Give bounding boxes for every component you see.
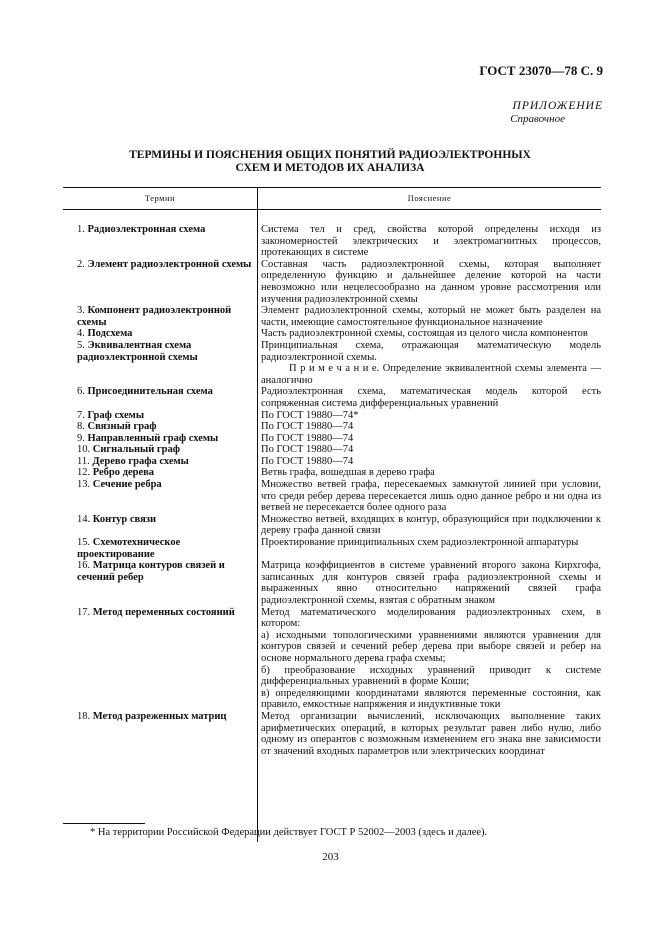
- term-number: 8.: [77, 421, 85, 433]
- appendix-label: ПРИЛОЖЕНИЕ: [512, 100, 603, 112]
- term-name: Компонент радиоэлектронной схемы: [77, 305, 232, 328]
- table-header: [63, 188, 601, 210]
- definition-text: Элемент радиоэлектронной схемы, который не может быть разделен на части, имеющие самостоятельное функциональное назначение: [261, 305, 601, 328]
- table-row: [63, 456, 601, 468]
- definition-cell: [257, 479, 601, 514]
- term-name: Матрица контуров связей и сечений ребер: [77, 560, 225, 583]
- definition-list-item: б) преобразование исходных уравнений приводит к системе дифференциальных уравнений в форме Коши;: [261, 664, 601, 688]
- term-cell: [63, 479, 257, 514]
- definition-cell: [257, 560, 601, 606]
- definition-text: Множество ветвей графа, пересекаемых замкнутой линией при условии, что среди ребер дерева пересекается лишь одно данное ребро и ни одна из ветвей не пересекается более одного раза: [261, 479, 601, 514]
- term-name: Подсхема: [87, 328, 133, 340]
- term-name: Радиоэлектронная схема: [87, 224, 206, 235]
- term-cell: [63, 607, 257, 711]
- definition-text: Система тел и сред, свойства которой определены исходя из закономерностей электрических и электромагнитных процессов, протекающих в системе: [261, 224, 601, 259]
- column-divider: [257, 210, 258, 842]
- term-cell: [63, 514, 257, 537]
- term-cell: [63, 560, 257, 606]
- table-row: [63, 421, 601, 433]
- definition-cell: [257, 514, 601, 537]
- footnote-rule: [63, 823, 145, 824]
- definition-cell: [257, 328, 601, 340]
- term-number: 11.: [77, 455, 90, 467]
- appendix-type: Справочное: [510, 113, 565, 125]
- term-name: Граф схемы: [87, 409, 145, 421]
- table-row: [63, 479, 601, 514]
- header-explanation: Пояснение: [407, 193, 452, 203]
- terms-table: [63, 187, 601, 842]
- table-body: [63, 210, 601, 842]
- term-number: 14.: [77, 513, 91, 525]
- definition-cell: [257, 305, 601, 328]
- term-cell: [63, 305, 257, 328]
- term-name: Схемотехническое проектирование: [77, 537, 181, 560]
- footnote: * На территории Российской Федерации действует ГОСТ Р 52002—2003 (здесь и далее).: [90, 827, 488, 838]
- term-cell: [63, 711, 257, 757]
- definition-text: Ветвь графа, вошедшая в дерево графа: [261, 467, 435, 479]
- definition-text: Проектирование принципиальных схем радиоэлектронной аппаратуры: [261, 537, 579, 549]
- term-cell: [63, 467, 257, 479]
- term-name: Связный граф: [87, 421, 157, 433]
- table-row: [63, 433, 601, 445]
- definition-text: Метод математического моделирования радиоэлектронных схем, в котором:: [261, 606, 601, 630]
- term-cell: [63, 386, 257, 409]
- term-number: 16.: [77, 560, 91, 572]
- term-cell: [63, 340, 257, 386]
- table-row: [63, 340, 601, 386]
- term-name: Сигнальный граф: [92, 444, 181, 456]
- definition-text: Составная часть радиоэлектронной схемы, которая выполняет определенную функцию и дальнейшее деление которой на части невозможно или нецелесообразно на данном уровне рассмотрения или изучения радиоэлектронной схемы: [261, 258, 601, 305]
- term-cell: [63, 444, 257, 456]
- term-number: 12.: [77, 467, 91, 479]
- term-number: 5.: [77, 339, 85, 351]
- table-row: [63, 514, 601, 537]
- term-name: Элемент радиоэлектронной схемы: [87, 258, 252, 270]
- definition-text: Радиоэлектронная схема, математическая модель которой есть сопряженная система дифференциальных уравнений: [261, 386, 601, 409]
- term-name: Присоединительная схема: [87, 386, 213, 398]
- term-number: 15.: [77, 537, 91, 549]
- document-code: ГОСТ 23070—78 С. 9: [479, 63, 603, 78]
- table-row: [63, 305, 601, 328]
- term-name: Направленный граф схемы: [87, 432, 219, 444]
- definition-cell: [257, 340, 601, 386]
- term-number: 4.: [77, 328, 85, 340]
- table-row: [63, 386, 601, 409]
- term-name: Метод разреженных матриц: [92, 710, 227, 722]
- term-number: 18.: [77, 710, 91, 722]
- table-row: [63, 410, 601, 422]
- term-number: 9.: [77, 432, 85, 444]
- definition-text: Метод организации вычислений, исключающих выполнение таких арифметических операций, в которых результат равен либо нулю, либо одному из оперантов с возможным изменением его знака вне зависимости от значений входных параметров или электрических координат: [261, 710, 601, 757]
- title-line-2: СХЕМ И МЕТОДОВ ИХ АНАЛИЗА: [235, 162, 425, 174]
- definition-cell: [257, 421, 601, 433]
- table-row: [63, 328, 601, 340]
- definition-text: По ГОСТ 19880—74*: [261, 409, 359, 421]
- term-cell: [63, 421, 257, 433]
- term-name: Контур связи: [92, 513, 157, 525]
- page-title: [90, 149, 570, 175]
- term-number: 10.: [77, 444, 91, 456]
- definition-cell: [257, 537, 601, 560]
- term-cell: [63, 410, 257, 422]
- term-number: 13.: [77, 479, 91, 491]
- definition-text: Принципиальная схема, отражающая математическую модель радиоэлектронной схемы.: [261, 339, 601, 363]
- term-name: Эквивалентная схема радиоэлектронной схемы: [77, 339, 198, 363]
- title-line-1: ТЕРМИНЫ И ПОЯСНЕНИЯ ОБЩИХ ПОНЯТИЙ РАДИОЭЛЕКТРОННЫХ: [129, 149, 531, 161]
- term-name: Дерево графа схемы: [92, 455, 189, 467]
- definition-text: По ГОСТ 19880—74: [261, 421, 354, 433]
- definition-text: По ГОСТ 19880—74: [261, 444, 354, 456]
- term-number: 7.: [77, 409, 85, 421]
- table-row: [63, 560, 601, 606]
- definition-cell: [257, 386, 601, 409]
- definition-text: По ГОСТ 19880—74: [261, 455, 354, 467]
- definition-cell: [257, 410, 601, 422]
- header-terms: Термин: [63, 188, 258, 209]
- term-cell: [63, 433, 257, 445]
- term-name: Ребро дерева: [92, 467, 155, 479]
- table-row: [63, 259, 601, 305]
- definition-text: Часть радиоэлектронной схемы, состоящая из целого числа компонентов: [261, 328, 588, 340]
- page-number: 203: [322, 851, 339, 863]
- table-row: [63, 537, 601, 560]
- definition-cell: [257, 224, 601, 259]
- definition-cell: [257, 467, 601, 479]
- definition-cell: [257, 711, 601, 757]
- definition-cell: [257, 456, 601, 468]
- definition-cell: [257, 259, 601, 305]
- definition-text: Множество ветвей, входящих в контур, образующийся при подключении к дереву графа данной связи: [261, 513, 601, 537]
- term-cell: [63, 224, 257, 259]
- definition-cell: [257, 444, 601, 456]
- definition-note: П р и м е ч а н и е. Определение эквивалентной схемы элемента — аналогично: [261, 363, 601, 386]
- definition-cell: [257, 433, 601, 445]
- table-row: [63, 224, 601, 259]
- term-cell: [63, 259, 257, 305]
- term-cell: [63, 456, 257, 468]
- term-name: Сечение ребра: [92, 479, 162, 491]
- definition-list-item: в) определяющими координатами являются переменные состояния, как правило, емкостные напряжения и индуктивные токи: [261, 687, 601, 711]
- term-cell: [63, 328, 257, 340]
- term-number: 1.: [77, 224, 85, 235]
- definition-list-item: а) исходными топологическими уравнениями являются уравнения для контуров связей и сечений ребер дерева при выборе связей и ребер на основе нормального дерева графа схемы;: [261, 629, 601, 664]
- term-cell: [63, 537, 257, 560]
- definition-text: Матрица коэффициентов в системе уравнений второго закона Кирхгофа, записанных для контуров связей графа радиоэлектронной схемы и выраженных явно относительно напряжений связей графа радиоэлектронной схемы, взятая с обратным знаком: [261, 560, 601, 606]
- term-name: Метод переменных состояний: [92, 606, 235, 618]
- term-number: 17.: [77, 606, 91, 618]
- term-number: 3.: [77, 305, 85, 317]
- definition-cell: [257, 607, 601, 711]
- table-row: [63, 607, 601, 711]
- term-number: 2.: [77, 258, 85, 270]
- definition-text: По ГОСТ 19880—74: [261, 432, 354, 444]
- term-number: 6.: [77, 386, 85, 398]
- table-row: [63, 711, 601, 757]
- table-row: [63, 467, 601, 479]
- table-row: [63, 444, 601, 456]
